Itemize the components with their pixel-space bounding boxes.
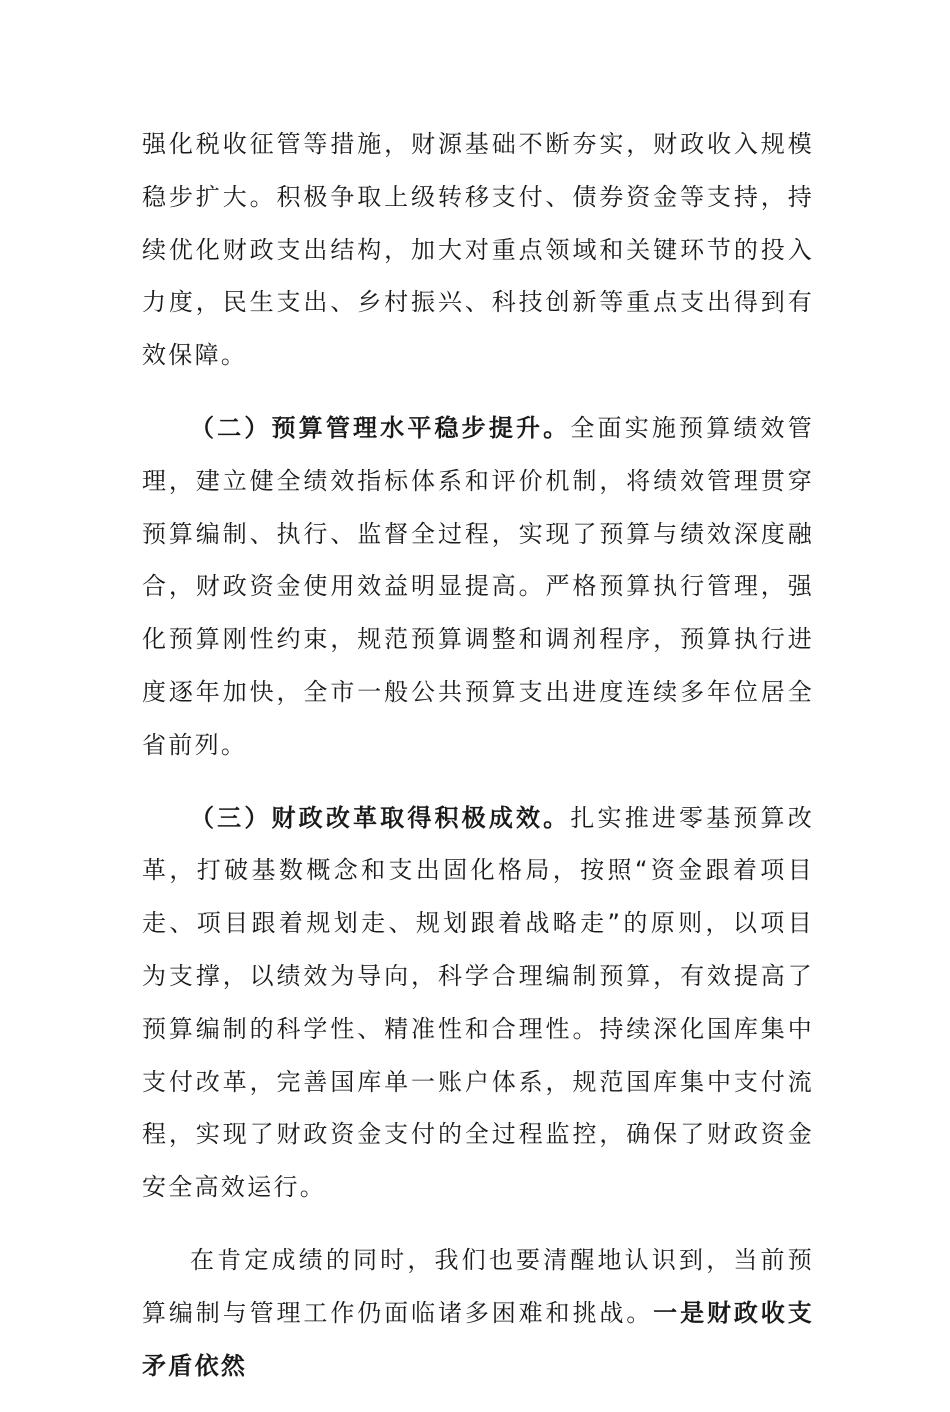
paragraph-challenges	[142, 1234, 814, 1392]
paragraph-text: 全面实施预算绩效管理，建立健全绩效指标体系和评价机制，将绩效管理贯穿预算编制、执行、监督全过程，实现了预算与绩效深度融合，财政资金使用效益明显提高。严格预算执行管理，强化预算刚性约束，规范预算调整和调剂程序，预算执行进度逐年加快，全市一般公共预算支出进度连续多年位居全省前列。	[142, 413, 815, 759]
body-text	[142, 118, 814, 1412]
paragraph-budget-management	[142, 402, 814, 772]
paragraph-text: 强化税收征管等措施，财源基础不断夯实，财政收入规模稳步扩大。积极争取上级转移支付、债券资金等支持，持续优化财政支出结构，加大对重点领域和关键环节的投入力度，民生支出、乡村振兴、科技创新等重点支出得到有效保障。	[142, 130, 814, 370]
point-one-bold: 一是财政收支矛盾依然	[142, 1298, 814, 1380]
paragraph-text: 在肯定成绩的同时，我们也要清醒地认识到，当前预算编制与管理工作仍面临诸多困难和挑战。	[142, 1245, 814, 1327]
paragraph-fiscal-reform	[142, 792, 814, 1214]
section-heading-3: （三）财政改革取得积极成效。	[190, 803, 571, 832]
paragraph-revenue-summary	[142, 118, 814, 382]
paragraph-text: 扎实推进零基预算改革，打破基数概念和支出固化格局，按照“资金跟着项目走、项目跟着规划走、规划跟着战略走”的原则，以项目为支撑，以绩效为导向，科学合理编制预算，有效提高了预算编制的科学性、精准性和合理性。持续深化国库集中支付改革，完善国库单一账户体系，规范国库集中支付流程，实现了财政资金支付的全过程监控，确保了财政资金安全高效运行。	[142, 803, 815, 1202]
section-heading-2: （二）预算管理水平稳步提升。	[190, 413, 571, 442]
